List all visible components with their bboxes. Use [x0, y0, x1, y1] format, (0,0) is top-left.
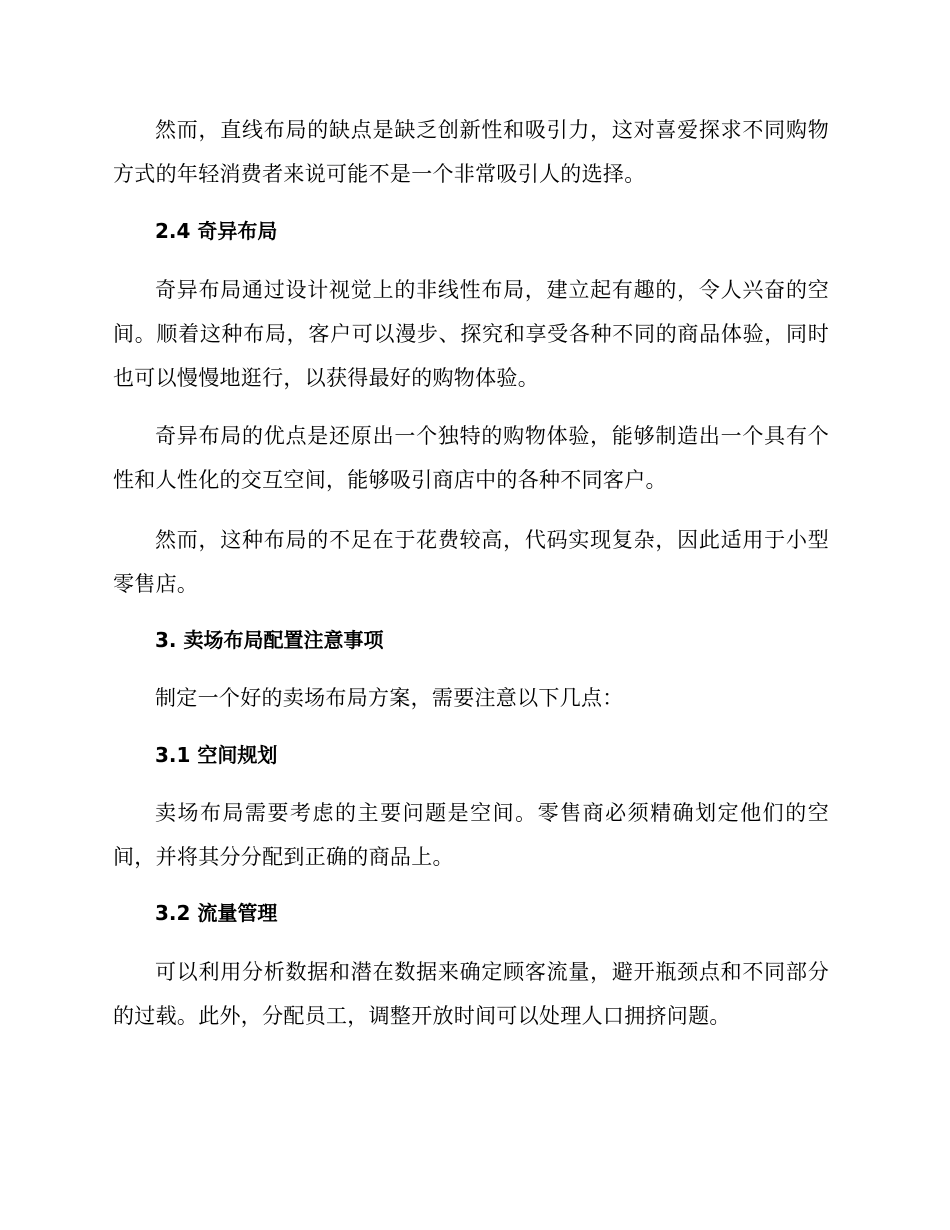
section-heading-3: 3. 卖场布局配置注意事项	[155, 628, 384, 652]
paragraph-layout-notes-intro: 制定一个好的卖场布局方案，需要注意以下几点：	[155, 686, 624, 710]
paragraph-space-planning: 卖场布局需要考虑的主要问题是空间。零售商必须精确划定他们的空间，并将其分分配到正确的商品上。	[113, 801, 829, 869]
paragraph-odd-layout-advantage: 奇异布局的优点是还原出一个独特的购物体验，能够制造出一个具有个性和人性化的交互空间，能够吸引商店中的各种不同客户。	[113, 424, 829, 492]
paragraph-linear-layout-drawback: 然而，直线布局的缺点是缺乏创新性和吸引力，这对喜爱探求不同购物方式的年轻消费者来说可能不是一个非常吸引人的选择。	[113, 118, 829, 186]
section-heading-3-1: 3.1 空间规划	[155, 743, 278, 767]
paragraph-odd-layout-drawback: 然而，这种布局的不足在于花费较高，代码实现复杂，因此适用于小型零售店。	[113, 528, 829, 596]
section-heading-3-2: 3.2 流量管理	[155, 901, 278, 925]
section-heading-2-4: 2.4 奇异布局	[155, 219, 278, 243]
paragraph-odd-layout-intro: 奇异布局通过设计视觉上的非线性布局，建立起有趣的，令人兴奋的空间。顺着这种布局，客户可以漫步、探究和享受各种不同的商品体验，同时也可以慢慢地逛行，以获得最好的购物体验。	[113, 278, 829, 390]
paragraph-traffic-management: 可以利用分析数据和潜在数据来确定顾客流量，避开瓶颈点和不同部分的过载。此外，分配员工，调整开放时间可以处理人口拥挤问题。	[113, 960, 829, 1028]
